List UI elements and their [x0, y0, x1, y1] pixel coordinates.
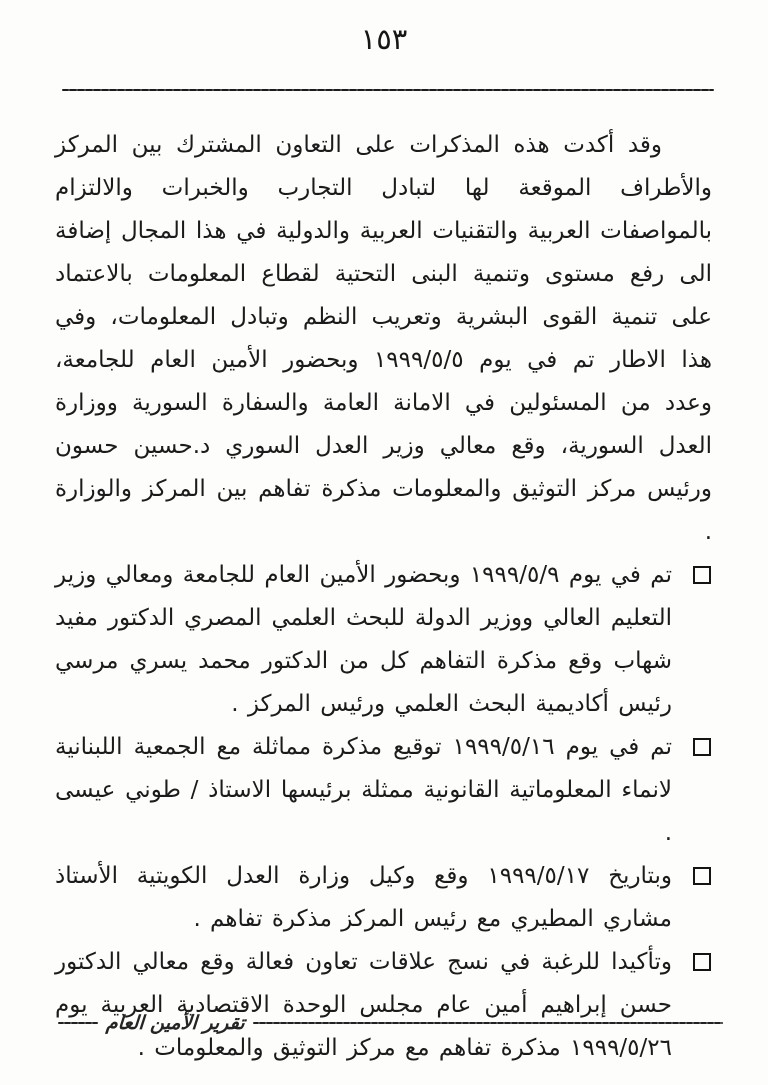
- square-bullet-icon: [693, 738, 711, 756]
- footer-divider-rule-right: [253, 1022, 723, 1024]
- page-number: ١٥٣: [360, 22, 408, 56]
- main-text-block: [55, 124, 712, 1070]
- header-divider-rule: [62, 89, 714, 91]
- square-bullet-icon: [693, 867, 711, 885]
- list-item-text: تم في يوم ١٩٩٩/٥/٩ وبحضور الأمين العام للجامعة ومعالي وزير التعليم العالي ووزير الدولة للبحث العلمي المصري الدكتور مفيد شهاب وقع مذكرة التفاهم كل من الدكتور محمد يسري مرسي رئيس أكاديمية البحث العلمي ورئيس المركز .: [55, 562, 672, 717]
- list-item-text: تم في يوم ١٩٩٩/٥/١٦ توقيع مذكرة مماثلة مع الجمعية اللبنانية لانماء المعلوماتية القانونية ممثلة برئيسها الاستاذ / طوني عيسى .: [55, 734, 672, 846]
- list-item: [55, 554, 712, 726]
- intro-paragraph: وقد أكدت هذه المذكرات على التعاون المشترك بين المركز والأطراف الموقعة لها لتبادل التجارب والخبرات والالتزام بالمواصفات العربية والتقنيات العربية والدولية في هذا المجال إضافة الى رفع مستوى وتنمية البنى التحتية لقطاع المعلومات بالاعتماد على تنمية القوى البشرية وتعريب النظم وتبادل المعلومات، وفي هذا الاطار تم في يوم ١٩٩٩/٥/٥ وبحضور الأمين العام للجامعة، وعدد من المسئولين في الامانة العامة والسفارة السورية ووزارة العدل السورية، وقع معالي وزير العدل السوري د.حسين حسون ورئيس مركز التوثيق والمعلومات مذكرة تفاهم بين المركز والوزارة .: [55, 132, 712, 545]
- square-bullet-icon: [693, 953, 711, 971]
- footer-calligraphic-title: تقرير الأمين العام: [105, 1012, 246, 1034]
- list-item: [55, 726, 712, 855]
- list-item: [55, 855, 712, 941]
- list-item-text: وتأكيدا للرغبة في نسج علاقات تعاون فعالة وقع معالي الدكتور حسن إبراهيم أمين عام مجلس الوحدة الاقتصادية العربية يوم ١٩٩٩/٥/٢٦ مذكرة تفاهم مع مركز التوثيق والمعلومات .: [55, 949, 672, 1061]
- square-bullet-icon: [693, 566, 711, 584]
- footer: [58, 1006, 723, 1040]
- list-item-text: وبتاريخ ١٩٩٩/٥/١٧ وقع وكيل وزارة العدل الكويتية الأستاذ مشاري المطيري مع رئيس المركز مذكرة تفاهم .: [55, 863, 673, 932]
- footer-divider-rule-left: [58, 1022, 98, 1024]
- bullet-list: [55, 554, 712, 1070]
